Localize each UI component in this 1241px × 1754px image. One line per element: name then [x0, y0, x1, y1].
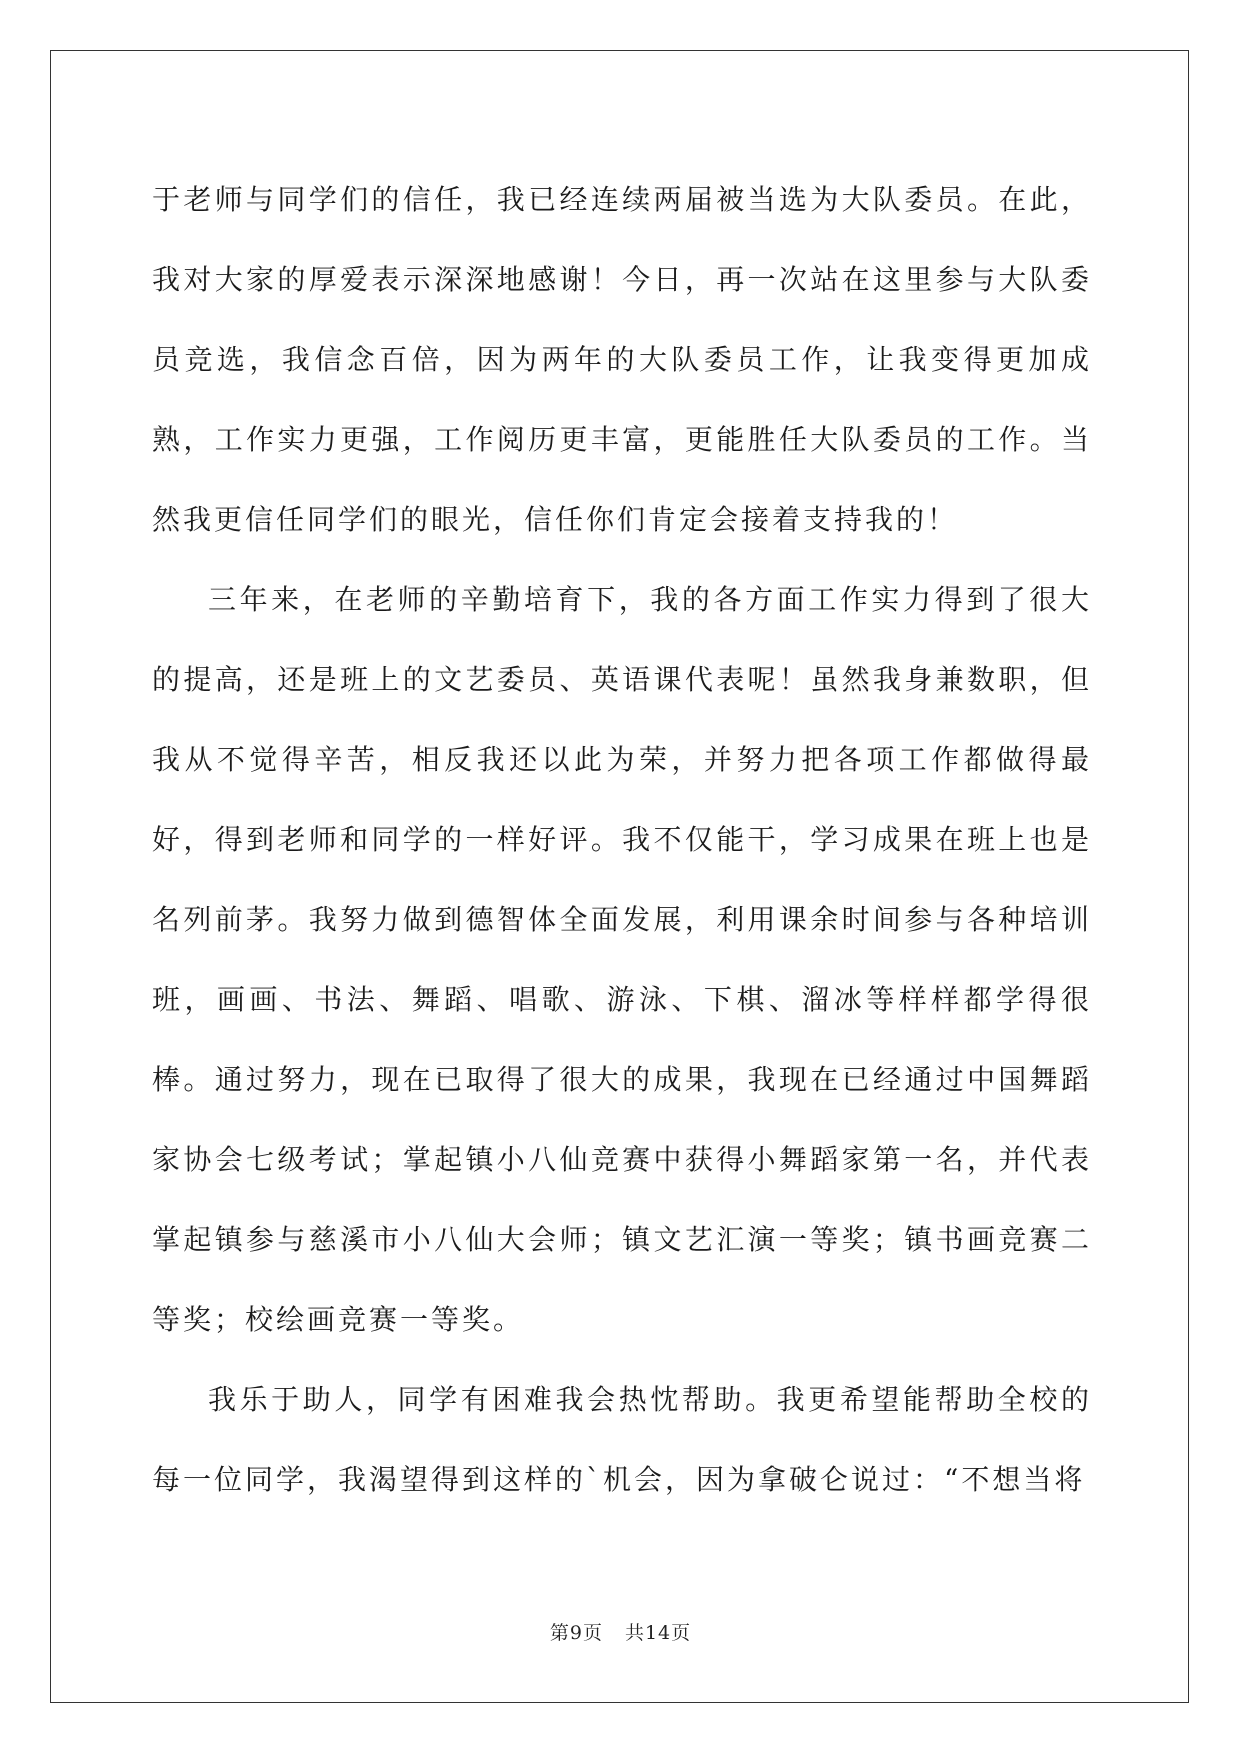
page-number: 第9页 [549, 1622, 603, 1644]
paragraph-2: 三年来，在老师的辛勤培育下，我的各方面工作实力得到了很大的提高，还是班上的文艺委员、英语课代表呢！虽然我身兼数职，但我从不觉得辛苦，相反我还以此为荣，并努力把各项工作都做得最好，得到老师和同学的一样好评。我不仅能干，学习成果在班上也是名列前茅。我努力做到德智体全面发展，利用课余时间参与各种培训班，画画、书法、舞蹈、唱歌、游泳、下棋、溜冰等样样都学得很棒。通过努力，现在已取得了很大的成果，我现在已经通过中国舞蹈家协会七级考试；掌起镇小八仙竞赛中获得小舞蹈家第一名，并代表掌起镇参与慈溪市小八仙大会师；镇文艺汇演一等奖；镇书画竞赛二等奖；校绘画竞赛一等奖。 [152, 583, 1092, 1336]
paragraph-1: 于老师与同学们的信任，我已经连续两届被当选为大队委员。在此，我对大家的厚爱表示深深地感谢！今日，再一次站在这里参与大队委员竞选，我信念百倍，因为两年的大队委员工作，让我变得更加成熟，工作实力更强，工作阅历更丰富，更能胜任大队委员的工作。当然我更信任同学们的眼光，信任你们肯定会接着支持我的！ [152, 183, 1092, 536]
paragraph-3: 我乐于助人，同学有困难我会热忱帮助。我更希望能帮助全校的每一位同学，我渴望得到这样的`机会，因为拿破仑说过：“不想当将 [152, 1383, 1092, 1496]
page-total: 共14页 [624, 1622, 692, 1644]
body-text [152, 160, 1092, 1520]
page-footer [0, 1618, 1241, 1645]
